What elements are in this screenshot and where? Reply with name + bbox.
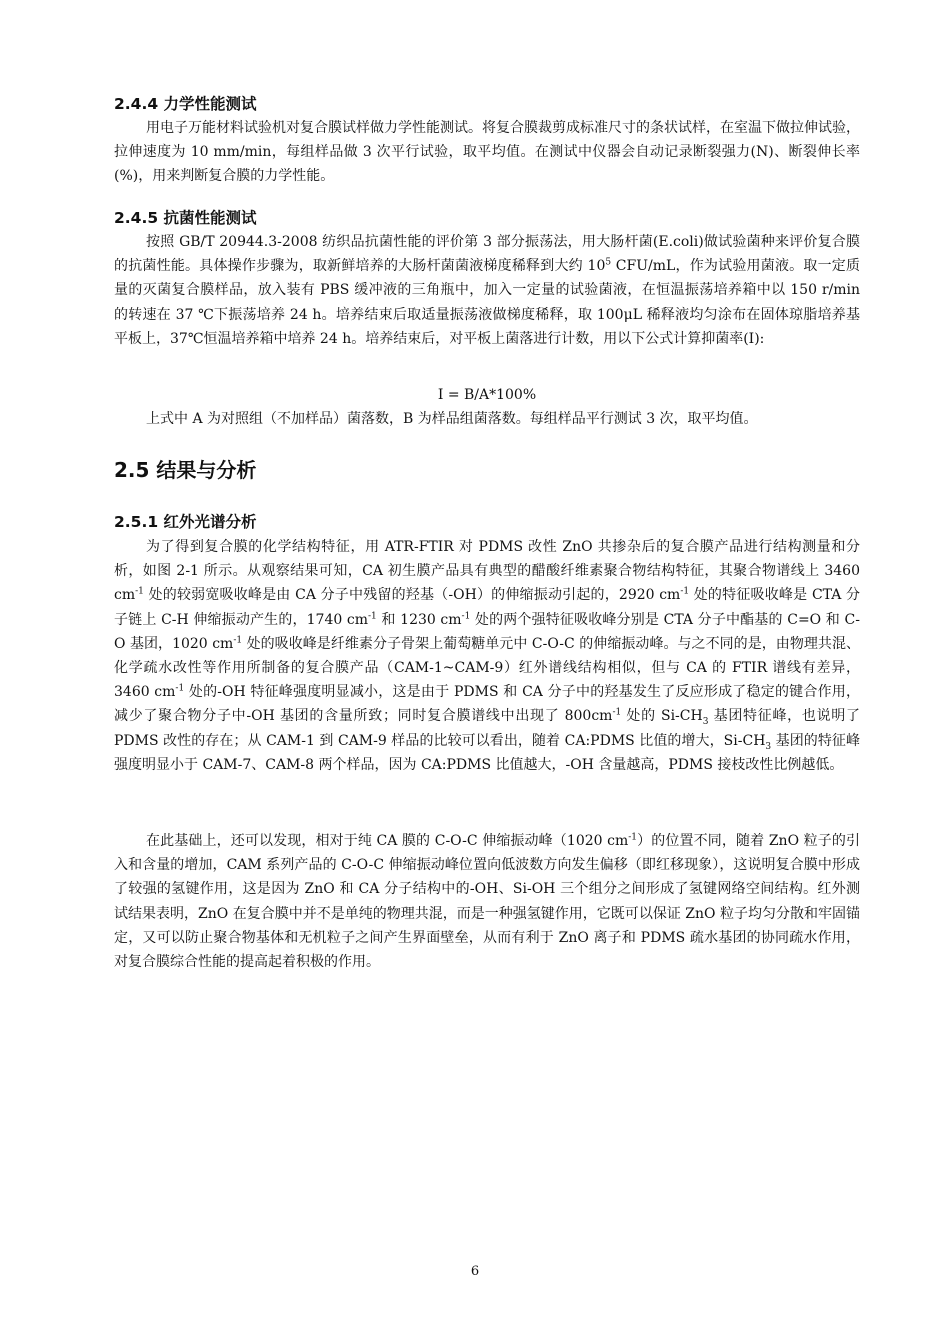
paragraph-ftir-analysis: 为了得到复合膜的化学结构特征，用 ATR-FTIR 对 PDMS 改性 ZnO 共掺杂后的复合膜产品进行结构测量和分析，如图 2-1 所示。从观察结果可知，CA 初生膜产品具有典型的醋酸纤维素聚合物结构特征，其聚合物谱线上 3460 $cm^{-1}$ 处的较弱宽吸收峰是由 CA 分子中残留的羟基（-OH）的伸缩振动引起的，2920 $cm^{-1}$ 处的特征吸收峰是 CTA 分子链上 C-H 伸缩振动产生的，1740 $cm^{-1}$ 和 1230 $cm^{-1}$ 处的两个强特征吸收峰分别是 CTA 分子中酯基的 C=O 和 C-O 基团，1020 $cm^{-1}$ 处的吸收峰是纤维素分子骨架上葡萄糖单元中 C-O-C 的伸缩振动峰。与之不同的是，由物理共混、化学疏水改性等作用所制备的复合膜产品（CAM-1~CAM-9）红外谱线结构相似，但与 CA 的 FTIR 谱线有差异，3460 $cm^{-1}$ 处的-OH 特征峰强度明显减小，这是由于 PDMS 和 CA 分子中的羟基发生了反应形成了稳定的键合作用，减少了聚合物分子中-OH 基团的含量所致；同时复合膜谱线中出现了 $800cm^{-1}$ 处的 $Si-CH_3$ 基团特征峰，也说明了 PDMS 改性的存在；从 CAM-1 到 CAM-9 样品的比较可以看出，随着 CA:PDMS 比值的增大，$Si-CH_3$ 基团的特征峰强度明显小于 CAM-7、CAM-8 两个样品，因为 CA:PDMS 比值越大，-OH 含量越高，PDMS 接枝改性比例越低。 bbox=[114, 539, 861, 773]
section-heading-2-4-4: 2.4.4 力学性能测试 bbox=[114, 95, 257, 113]
section-heading-2-5: 2.5 结果与分析 bbox=[114, 458, 257, 482]
paragraph-hydrogen-bond-analysis: 在此基础上，还可以发现，相对于纯 CA 膜的 C-O-C 伸缩振动峰（1020 $cm^{-1}$）的位置不同，随着 ZnO 粒子的引入和含量的增加，CAM 系列产品的 C-O-C 伸缩振动峰位置向低波数方向发生偏移（即红移现象），这说明复合膜中形成了较强的氢键作用，这是因为 ZnO 和 CA 分子结构中的-OH、Si-OH 三个组分之间形成了氢键网络空间结构。红外测试结果表明，ZnO 在复合膜中并不是单纯的物理共混，而是一种强氢键作用，它既可以保证 ZnO 粒子均匀分散和牢固锚定，又可以防止聚合物基体和无机粒子之间产生界面壁垒，从而有利于 ZnO 离子和 PDMS 疏水基团的协同疏水作用，对复合膜综合性能的提高起着积极的作用。 bbox=[114, 832, 860, 971]
section-heading-2-4-5: 2.4.5 抗菌性能测试 bbox=[114, 209, 257, 227]
paragraph-mechanical-test: 用电子万能材料试验机对复合膜试样做力学性能测试。将复合膜裁剪成标准尺寸的条状试样，在室温下做拉伸试验，拉伸速度为 10 mm/min，每组样品做 3 次平行试验，取平均值。在测试中仪器会自动记录断裂强力(N)、断裂伸长率(%)，用来判断复合膜的力学性能。 bbox=[114, 120, 860, 185]
paragraph-formula-explanation: 上式中 A 为对照组（不加样品）菌落数，B 为样品组菌落数。每组样品平行测试 3 次，取平均值。 bbox=[146, 411, 758, 427]
page-number: 6 bbox=[470, 1264, 480, 1279]
section-heading-2-5-1: 2.5.1 红外光谱分析 bbox=[114, 513, 257, 531]
paragraph-antibacterial-test: 按照 GB/T 20944.3-2008 纺织品抗菌性能的评价第 3 部分振荡法，用大肠杆菌(E.coli)做试验菌种来评价复合膜的抗菌性能。具体操作步骤为，取新鲜培养的大肠杆菌菌液梯度稀释到大约 $10^5$ CFU/mL，作为试验用菌液。取一定质量的灭菌复合膜样品，放入装有 PBS 缓冲液的三角瓶中，加入一定量的试验菌液，在恒温振荡培养箱中以 150 r/min 的转速在 37 ℃下振荡培养 24 h。培养结束后取适量振荡液做梯度稀释，取 100μL 稀释液均匀涂布在固体琼脂培养基平板上，37℃恒温培养箱中培养 24 h。培养结束后，对平板上菌落进行计数，用以下公式计算抑菌率(I): bbox=[114, 234, 860, 347]
formula-inhibition-rate: I = B/A*100% bbox=[437, 387, 537, 403]
